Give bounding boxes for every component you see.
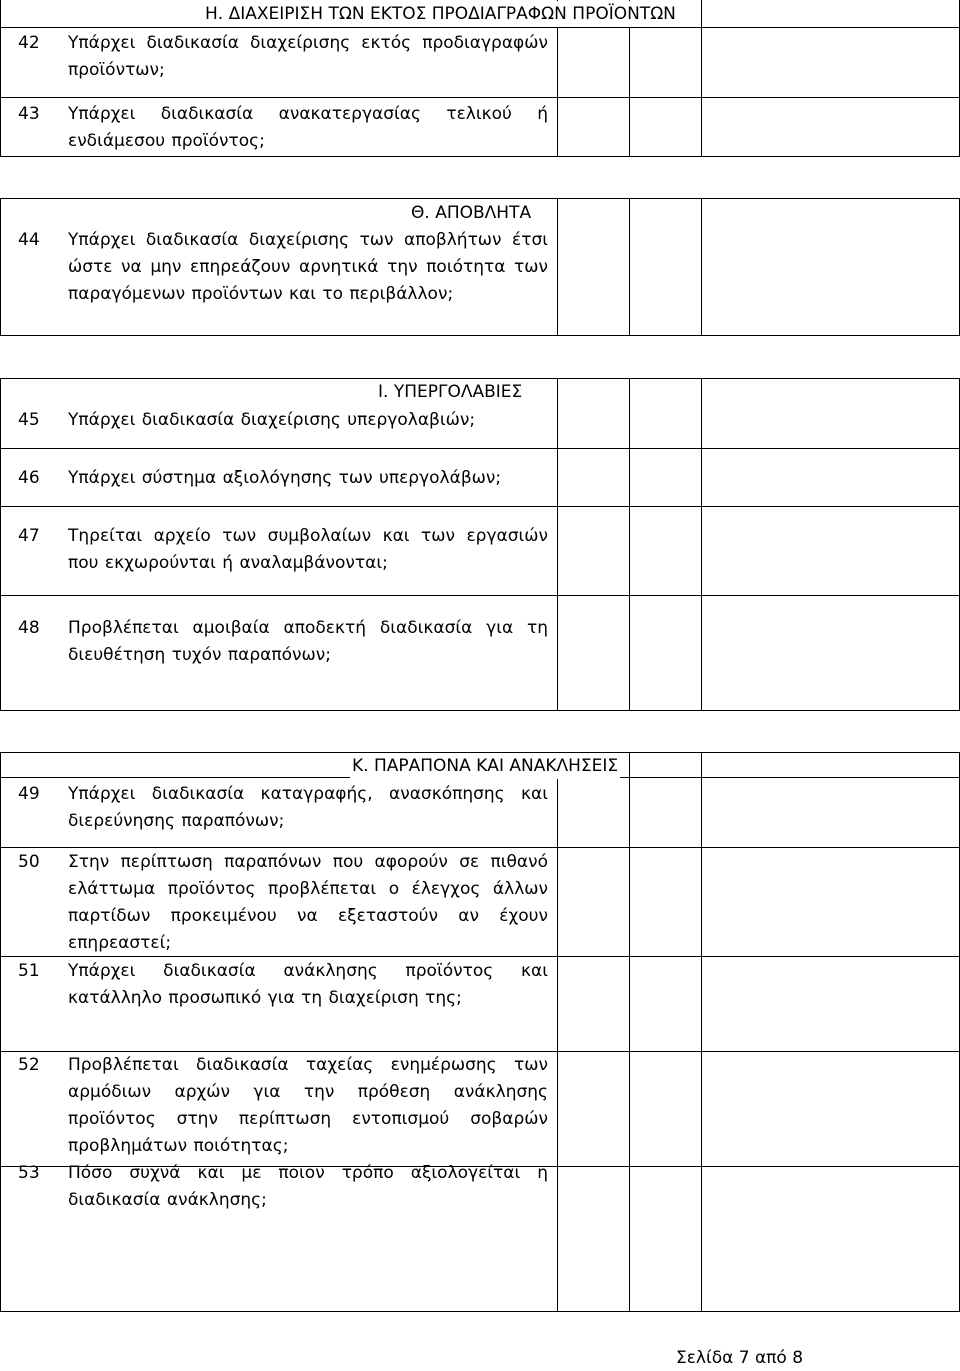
column-divider bbox=[557, 379, 558, 710]
section-title: Η. ΔΙΑΧΕΙΡΙΣΗ ΤΩΝ ΕΚΤΟΣ ΠΡΟΔΙΑΓΡΑΦΩΝ ΠΡΟΪΟΝΤΩΝ bbox=[203, 1, 678, 27]
item-question: Υπάρχει διαδικασία διαχείρισης υπεργολαβιών; bbox=[68, 410, 476, 430]
item-question: Υπάρχει διαδικασία καταγραφής, ανασκόπησης και διερεύνησης παραπόνων; bbox=[68, 784, 548, 831]
item-number: 53 bbox=[18, 1163, 40, 1183]
item-question: Υπάρχει διαδικασία ανάκλησης προϊόντος και κατάλληλο προσωπικό για τη διαχείριση της; bbox=[68, 961, 548, 1008]
item-question: Υπάρχει διαδικασία διαχείρισης των αποβλήτων έτσι ώστε να μην επηρεάζουν αρνητικά την ποιότητα των παραγόμενων προϊόντων και το περιβάλλον; bbox=[68, 230, 548, 304]
column-divider bbox=[629, 753, 630, 1311]
section-out-of-spec bbox=[0, 0, 960, 157]
row-divider bbox=[1, 847, 959, 848]
row-divider bbox=[1, 506, 959, 507]
column-divider bbox=[557, 199, 558, 335]
section-title: Κ. ΠΑΡΑΠΟΝΑ ΚΑΙ ΑΝΑΚΛΗΣΕΙΣ bbox=[350, 753, 620, 779]
item-question: Προβλέπεται αμοιβαία αποδεκτή διαδικασία για τη διευθέτηση τυχόν παραπόνων; bbox=[68, 618, 548, 665]
section-waste bbox=[0, 198, 960, 336]
row-divider bbox=[1, 448, 959, 449]
row-divider bbox=[1, 27, 959, 28]
item-number: 50 bbox=[18, 852, 40, 872]
section-complaints-recalls bbox=[0, 752, 960, 1312]
item-number: 48 bbox=[18, 618, 40, 638]
item-question: Προβλέπεται διαδικασία ταχείας ενημέρωσης των αρμόδιων αρχών για την πρόθεση ανάκλησης προϊόντος στην περίπτωση εντοπισμού σοβαρών προβλημάτων ποιότητας; bbox=[68, 1055, 548, 1156]
item-number: 51 bbox=[18, 961, 40, 981]
item-question: Τηρείται αρχείο των συμβολαίων και των εργασιών που εκχωρούνται ή αναλαμβάνονται; bbox=[68, 526, 548, 573]
item-number: 52 bbox=[18, 1055, 40, 1075]
item-question: Υπάρχει διαδικασία ανακατεργασίας τελικού ή ενδιάμεσου προϊόντος; bbox=[68, 104, 548, 151]
item-number: 49 bbox=[18, 784, 40, 804]
section-title: Θ. ΑΠΟΒΛΗΤΑ bbox=[409, 200, 533, 226]
item-question: Στην περίπτωση παραπόνων που αφορούν σε πιθανό ελάττωμα προϊόντος προβλέπεται ο έλεγχος άλλων παρτίδων προκειμένου να εξεταστούν αν έχουν επηρεαστεί; bbox=[68, 852, 548, 953]
column-divider bbox=[629, 379, 630, 710]
column-divider bbox=[701, 0, 702, 156]
item-number: 43 bbox=[18, 104, 40, 124]
item-number: 47 bbox=[18, 526, 40, 546]
item-number: 44 bbox=[18, 230, 40, 250]
item-number: 42 bbox=[18, 33, 40, 53]
section-title: Ι. ΥΠΕΡΓΟΛΑΒΙΕΣ bbox=[376, 379, 524, 405]
page-number: Σελίδα 7 από 8 bbox=[676, 1348, 804, 1368]
column-divider bbox=[701, 379, 702, 710]
column-divider bbox=[557, 753, 558, 1311]
row-divider bbox=[1, 595, 959, 596]
item-question: Υπάρχει διαδικασία διαχείρισης εκτός προδιαγραφών προϊόντων; bbox=[68, 33, 548, 80]
section-subcontracting bbox=[0, 378, 960, 711]
item-question: Πόσο συχνά και με ποιον τρόπο αξιολογείται η διαδικασία ανάκλησης; bbox=[68, 1163, 548, 1210]
column-divider bbox=[701, 199, 702, 335]
row-divider bbox=[1, 97, 959, 98]
item-number: 46 bbox=[18, 468, 40, 488]
column-divider bbox=[629, 199, 630, 335]
column-divider bbox=[701, 753, 702, 1311]
item-question: Υπάρχει σύστημα αξιολόγησης των υπεργολάβων; bbox=[68, 468, 502, 488]
item-number: 45 bbox=[18, 410, 40, 430]
